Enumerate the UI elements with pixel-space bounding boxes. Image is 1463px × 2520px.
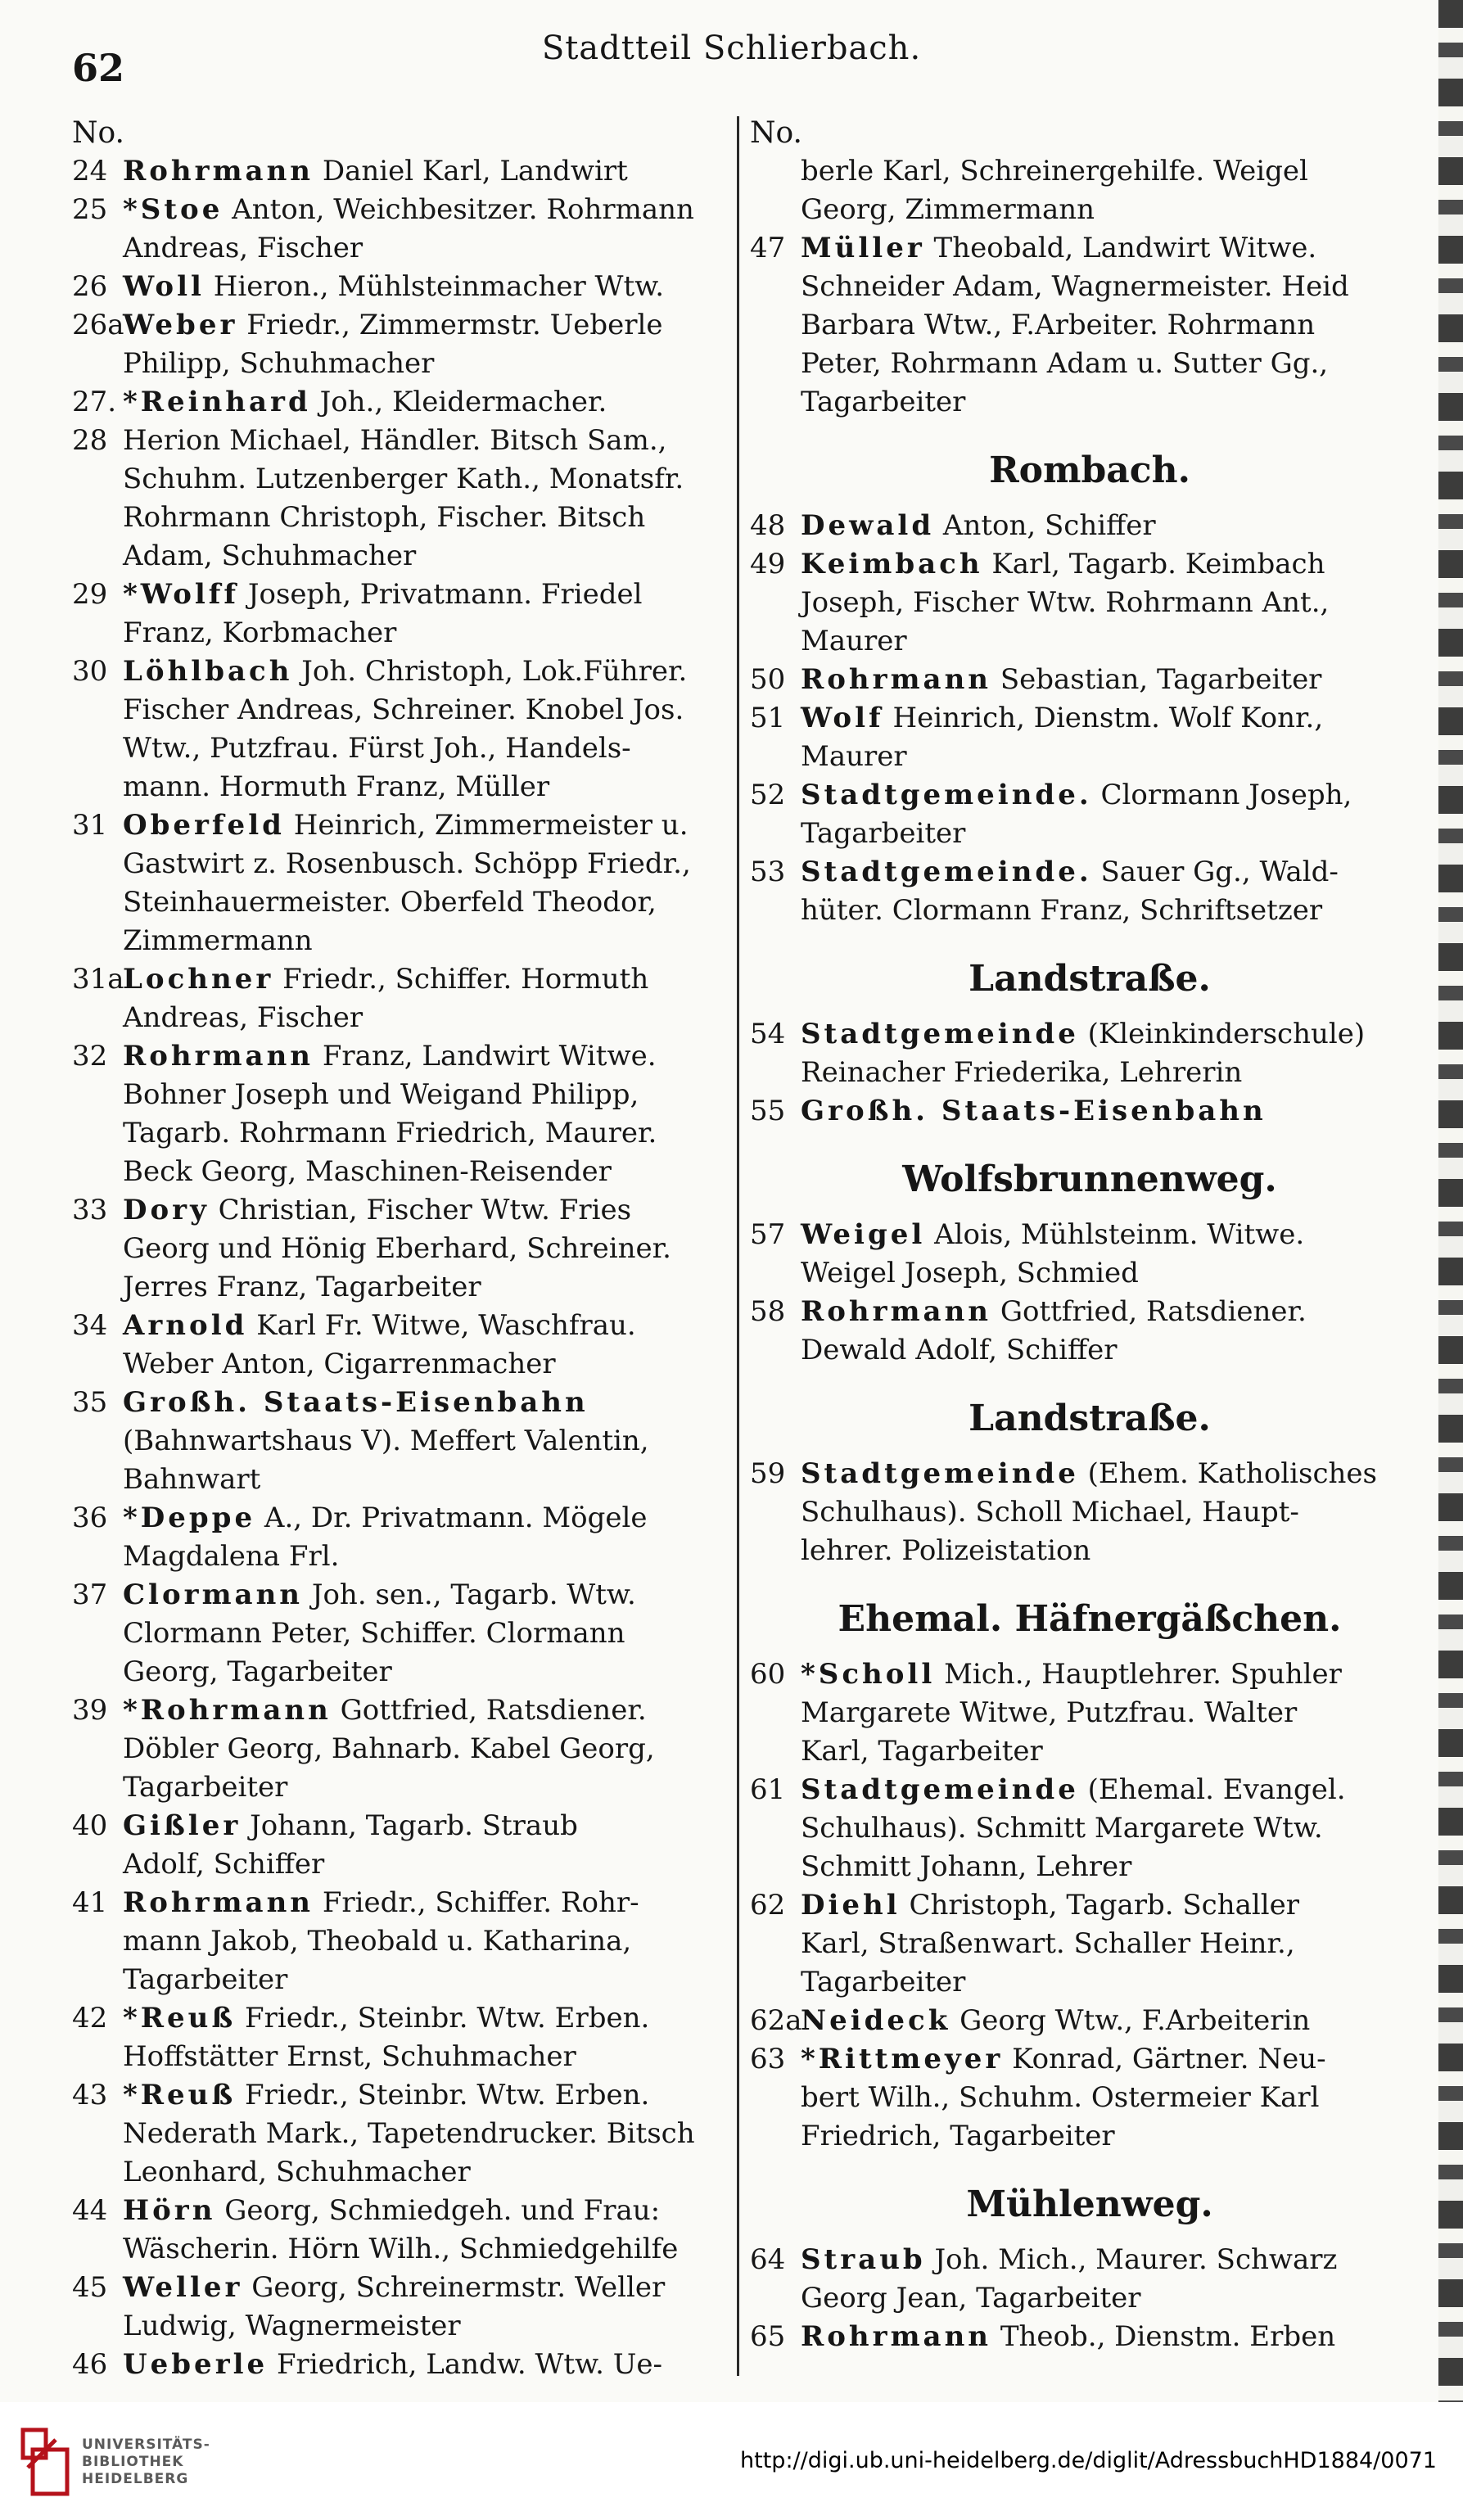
entry-first-line <box>123 2269 734 2307</box>
directory-entry <box>750 853 1429 930</box>
entry-first-line <box>123 2192 734 2230</box>
entry-first-line <box>801 1886 1429 1925</box>
directory-entry <box>750 2318 1429 2356</box>
street-heading: Landstraße. <box>969 958 1211 1000</box>
resident-name: *Scholl <box>801 1658 936 1691</box>
entry-line: Gastwirt z. Rosenbusch. Schöpp Friedr., <box>123 847 691 880</box>
resident-name: Dewald <box>801 509 935 542</box>
entry-first-line <box>123 1576 734 1615</box>
entry-text: Gottfried, Ratsdiener. <box>340 1694 647 1727</box>
entry-line: Bahnwart <box>123 1463 261 1496</box>
entry-line: Barbara Wtw., F.Arbeiter. Rohrmann <box>801 309 1316 341</box>
entry-text: Sebastian, Tagarbeiter <box>1000 663 1322 696</box>
entry-first-line <box>801 853 1429 892</box>
library-logo-text <box>82 2436 210 2488</box>
house-number: 58 <box>750 1295 786 1328</box>
entry-line: Fischer Andreas, Schreiner. Knobel Jos. <box>123 693 684 726</box>
resident-name: *Reinhard <box>123 386 311 418</box>
resident-name: Großh. Staats-Eisenbahn <box>801 1095 1267 1127</box>
entry-line: Herion Michael, Händler. Bitsch Sam., <box>123 424 667 457</box>
entry-first-line <box>801 1771 1429 1809</box>
house-number: 52 <box>750 779 786 811</box>
resident-name: Hörn <box>123 2194 216 2227</box>
entry-line: Tagarbeiter <box>801 386 966 418</box>
entry-line: mann Jakob, Theobald u. Katharina, <box>123 1925 632 1958</box>
source-url-link[interactable]: http://digi.ub.uni-heidelberg.de/diglit/AdressbuchHD1884/0071 <box>740 2448 1437 2473</box>
entry-text: (Ehemal. Evangel. <box>1087 1773 1346 1806</box>
directory-entry <box>72 1499 734 1576</box>
running-head: Stadtteil Schlierbach. <box>541 29 922 67</box>
entry-line: Karl, Tagarbeiter <box>801 1735 1043 1768</box>
directory-entry <box>750 2040 1429 2156</box>
resident-name: *Wolff <box>123 578 240 611</box>
entry-line: Georg, Tagarbeiter <box>123 1655 392 1688</box>
entry-text: Theobald, Landwirt Witwe. <box>933 232 1317 264</box>
entry-text: Joh. sen., Tagarb. Wtw. <box>311 1578 636 1611</box>
entry-first-line <box>801 661 1429 699</box>
directory-entry <box>72 2192 734 2269</box>
street-heading: Wolfsbrunnenweg. <box>902 1158 1277 1200</box>
column-header: No. <box>72 116 124 150</box>
entry-line: Ludwig, Wagnermeister <box>123 2310 461 2342</box>
house-number: 41 <box>72 1886 108 1919</box>
entry-first-line <box>123 806 734 845</box>
directory-entry <box>72 1691 734 1807</box>
resident-name: Großh. Staats-Eisenbahn <box>123 1386 589 1419</box>
entry-line: Magdalena Frl. <box>123 1540 340 1573</box>
entry-line: Maurer <box>801 740 907 773</box>
directory-entry <box>750 545 1429 661</box>
directory-entry <box>750 2241 1429 2318</box>
entry-line: Nederath Mark., Tapetendrucker. Bitsch <box>123 2117 695 2150</box>
entry-line: Georg und Hönig Eberhard, Schreiner. <box>123 1232 671 1265</box>
entry-text: Mich., Hauptlehrer. Spuhler <box>944 1658 1342 1691</box>
entry-text: Clormann Joseph, <box>1100 779 1352 811</box>
entry-first-line <box>801 1216 1429 1254</box>
directory-entry <box>72 653 734 806</box>
entry-first-line <box>123 1384 734 1422</box>
entry-line: bert Wilh., Schuhm. Ostermeier Karl <box>801 2081 1320 2114</box>
house-number: 62a <box>750 2004 802 2037</box>
entry-line: Weber Anton, Cigarrenmacher <box>123 1348 556 1380</box>
directory-entry <box>72 806 734 960</box>
entry-continuation-line: berle Karl, Schreinergehilfe. Weigel <box>801 155 1308 187</box>
entry-text: Anton, Weichbesitzer. Rohrmann <box>232 193 694 226</box>
entry-first-line <box>801 2040 1429 2079</box>
directory-entry <box>750 1015 1429 1092</box>
house-number: 51 <box>750 702 786 734</box>
entry-text: Alois, Mühlsteinm. Witwe. <box>934 1218 1305 1251</box>
resident-name: Weigel <box>801 1218 926 1251</box>
resident-name: Arnold <box>123 1309 248 1342</box>
entry-first-line <box>801 699 1429 738</box>
entry-first-line <box>123 1807 734 1845</box>
entry-first-line <box>123 383 734 422</box>
entry-line: Peter, Rohrmann Adam u. Sutter Gg., <box>801 347 1329 380</box>
resident-name: Rohrmann <box>801 1295 992 1328</box>
house-number: 24 <box>72 155 108 187</box>
entry-first-line <box>801 1293 1429 1331</box>
entry-text: Christian, Fischer Wtw. Fries <box>218 1194 632 1226</box>
entry-text: Joh., Kleidermacher. <box>319 386 607 418</box>
entry-line: Joseph, Fischer Wtw. Rohrmann Ant., <box>801 586 1330 619</box>
entry-line: Dewald Adolf, Schiffer <box>801 1334 1118 1366</box>
house-number: 46 <box>72 2348 108 2381</box>
resident-name: Stadtgemeinde. <box>801 779 1092 811</box>
house-number: 47 <box>750 232 786 264</box>
entry-text: Johann, Tagarb. Straub <box>250 1809 578 1842</box>
house-number: 36 <box>72 1502 108 1534</box>
resident-name: Löhlbach <box>123 655 293 688</box>
directory-entry <box>750 699 1429 776</box>
directory-entry <box>750 229 1429 422</box>
entry-line: Schulhaus). Scholl Michael, Haupt- <box>801 1496 1299 1529</box>
house-number: 64 <box>750 2243 786 2276</box>
entry-text: A., Dr. Privatmann. Mögele <box>264 1502 648 1534</box>
entry-line: Döbler Georg, Bahnarb. Kabel Georg, <box>123 1732 655 1765</box>
house-number: 54 <box>750 1018 786 1050</box>
entry-line: Weigel Joseph, Schmied <box>801 1257 1139 1289</box>
entry-line: Zimmermann <box>123 924 313 957</box>
resident-name: Oberfeld <box>123 809 285 842</box>
entry-line: mann. Hormuth Franz, Müller <box>123 770 550 803</box>
entry-first-line <box>801 229 1429 268</box>
column-header: No. <box>750 116 802 150</box>
house-number: 35 <box>72 1386 108 1419</box>
house-number: 62 <box>750 1889 786 1922</box>
resident-name: Rohrmann <box>123 155 314 187</box>
scan-edge-artifact <box>1438 0 1463 2402</box>
resident-name: *Rittmeyer <box>801 2043 1004 2075</box>
street-heading: Rombach. <box>989 449 1190 491</box>
entry-line: Friedrich, Tagarbeiter <box>801 2120 1115 2152</box>
house-number: 37 <box>72 1578 108 1611</box>
entry-first-line <box>123 1499 734 1538</box>
resident-name: Gißler <box>123 1809 242 1842</box>
entry-first-line <box>123 191 734 229</box>
resident-name: Woll <box>123 270 205 303</box>
resident-name: Wolf <box>801 702 884 734</box>
entry-text: Daniel Karl, Landwirt <box>322 155 628 187</box>
entry-line: Schuhm. Lutzenberger Kath., Monatsfr. <box>123 463 684 495</box>
street-heading: Landstraße. <box>969 1398 1211 1439</box>
house-number: 53 <box>750 856 786 888</box>
entry-line: Rohrmann Christoph, Fischer. Bitsch <box>123 501 646 534</box>
entry-first-line <box>123 576 734 614</box>
house-number: 26a <box>72 309 124 341</box>
street-heading: Mühlenweg. <box>966 2184 1213 2225</box>
entry-text: Konrad, Gärtner. Neu- <box>1012 2043 1326 2075</box>
entry-first-line <box>123 1191 734 1230</box>
entry-text: Karl Fr. Witwe, Waschfrau. <box>256 1309 636 1342</box>
entry-first-line <box>123 653 734 691</box>
entry-text: Joseph, Privatmann. Friedel <box>247 578 643 611</box>
directory-entry <box>72 2269 734 2346</box>
entry-line: Tagarb. Rohrmann Friedrich, Maurer. <box>123 1117 657 1149</box>
entry-first-line <box>801 1092 1429 1131</box>
resident-name: *Deppe <box>123 1502 256 1534</box>
entry-first-line <box>123 1884 734 1922</box>
house-number: 25 <box>72 193 108 226</box>
directory-entry <box>72 1807 734 1884</box>
entry-text: Heinrich, Dienstm. Wolf Konr., <box>892 702 1324 734</box>
page-number: 62 <box>72 46 125 90</box>
entry-text: Heinrich, Zimmermeister u. <box>293 809 689 842</box>
entry-first-line <box>801 2002 1429 2040</box>
right-column <box>750 115 1429 2356</box>
entry-line: Franz, Korbmacher <box>123 616 397 649</box>
resident-name: Rohrmann <box>123 1886 314 1919</box>
entry-first-line <box>123 1307 734 1345</box>
entry-line: Tagarbeiter <box>123 1771 288 1804</box>
house-number: 43 <box>72 2079 108 2111</box>
entry-line: Tagarbeiter <box>801 1966 966 1998</box>
resident-name: Stadtgemeinde. <box>801 856 1092 888</box>
entry-text: Sauer Gg., Wald- <box>1100 856 1339 888</box>
house-number: 31a <box>72 963 124 996</box>
entry-line: Steinhauermeister. Oberfeld Theodor, <box>123 886 657 919</box>
resident-name: Clormann <box>123 1578 304 1611</box>
house-number: 59 <box>750 1457 786 1490</box>
resident-name: Ueberle <box>123 2348 269 2381</box>
house-number: 65 <box>750 2320 786 2353</box>
entry-first-line <box>801 507 1429 545</box>
resident-name: Diehl <box>801 1889 901 1922</box>
entry-first-line <box>801 2318 1429 2356</box>
house-number: 49 <box>750 548 786 580</box>
entry-line: Andreas, Fischer <box>123 1001 363 1034</box>
entry-line: Tagarbeiter <box>123 1963 288 1996</box>
house-number: 29 <box>72 578 108 611</box>
directory-entry <box>72 2076 734 2192</box>
entry-text: Theob., Dienstm. Erben <box>1000 2320 1336 2353</box>
directory-entry <box>750 507 1429 545</box>
entry-first-line <box>123 1037 734 1076</box>
entry-line: Wäscherin. Hörn Wilh., Schmiedgehilfe <box>123 2233 679 2265</box>
entry-line: (Bahnwartshaus V). Meffert Valentin, <box>123 1425 649 1457</box>
entry-text: Friedr., Schiffer. Rohr- <box>322 1886 639 1919</box>
entry-first-line <box>123 1691 734 1730</box>
entry-first-line <box>123 960 734 999</box>
house-number: 50 <box>750 663 786 696</box>
resident-name: Lochner <box>123 963 274 996</box>
directory-entry <box>72 191 734 268</box>
entry-text: Anton, Schiffer <box>942 509 1156 542</box>
directory-entry <box>72 268 734 306</box>
directory-entry <box>72 576 734 653</box>
entry-line: Leonhard, Schuhmacher <box>123 2156 471 2188</box>
entry-first-line <box>801 2241 1429 2279</box>
entry-line: Hoffstätter Ernst, Schuhmacher <box>123 2040 576 2073</box>
directory-entry <box>72 1191 734 1307</box>
entry-line: Bohner Joseph und Weigand Philipp, <box>123 1078 639 1111</box>
house-number: 45 <box>72 2271 108 2304</box>
entry-text: Friedr., Steinbr. Wtw. Erben. <box>245 2079 650 2111</box>
entry-first-line <box>123 2346 734 2384</box>
house-number: 33 <box>72 1194 108 1226</box>
directory-entry <box>72 1307 734 1384</box>
house-number: 63 <box>750 2043 786 2075</box>
logo-line: UNIVERSITÄTS- <box>82 2436 210 2453</box>
entry-text: Friedr., Steinbr. Wtw. Erben. <box>245 2002 650 2035</box>
entry-text: Christoph, Tagarb. Schaller <box>909 1889 1299 1922</box>
entry-line: Margarete Witwe, Putzfrau. Walter <box>801 1696 1298 1729</box>
entry-first-line <box>801 776 1429 815</box>
house-number: 42 <box>72 2002 108 2035</box>
directory-entry <box>750 1293 1429 1370</box>
house-number: 40 <box>72 1809 108 1842</box>
directory-entry <box>750 1216 1429 1293</box>
library-logo[interactable] <box>16 2425 221 2500</box>
resident-name: Stadtgemeinde <box>801 1018 1079 1050</box>
entry-text: Georg, Schreinermstr. Weller <box>251 2271 666 2304</box>
left-column <box>72 115 734 2384</box>
house-number: 55 <box>750 1095 786 1127</box>
entry-first-line <box>801 1455 1429 1493</box>
directory-entry <box>72 2346 734 2384</box>
entry-first-line <box>123 152 734 191</box>
entry-line: Georg Jean, Tagarbeiter <box>801 2282 1141 2315</box>
entry-line: Andreas, Fischer <box>123 232 363 264</box>
entry-line: Jerres Franz, Tagarbeiter <box>123 1271 481 1303</box>
library-seal-icon <box>16 2425 74 2499</box>
entry-line: Schmitt Johann, Lehrer <box>801 1850 1132 1883</box>
directory-entry <box>72 383 734 576</box>
entry-continuation-line: Georg, Zimmermann <box>801 193 1095 226</box>
house-number: 61 <box>750 1773 786 1806</box>
entry-first-line <box>123 1999 734 2038</box>
entry-text: Franz, Landwirt Witwe. <box>322 1040 657 1073</box>
entry-line: Clormann Peter, Schiffer. Clormann <box>123 1617 625 1650</box>
entry-line: Adolf, Schiffer <box>123 1848 325 1881</box>
entry-text: Georg, Schmiedgeh. und Frau: <box>224 2194 661 2227</box>
directory-entry <box>72 1999 734 2076</box>
resident-name: *Rohrmann <box>123 1694 332 1727</box>
entry-first-line <box>801 545 1429 584</box>
column-divider <box>737 116 739 2376</box>
house-number: 48 <box>750 509 786 542</box>
house-number: 34 <box>72 1309 108 1342</box>
entry-first-line <box>801 1015 1429 1054</box>
entry-line: Reinacher Friederika, Lehrerin <box>801 1056 1243 1089</box>
entry-line: hüter. Clormann Franz, Schriftsetzer <box>801 894 1323 927</box>
directory-entry <box>72 1576 734 1691</box>
directory-entry <box>750 1455 1429 1570</box>
logo-line: BIBLIOTHEK <box>82 2454 184 2470</box>
entry-line: Philipp, Schuhmacher <box>123 347 435 380</box>
resident-name: Müller <box>801 232 925 264</box>
street-heading: Ehemal. Häfnergäßchen. <box>838 1598 1342 1640</box>
entry-text: Joh. Mich., Maurer. Schwarz <box>934 2243 1338 2276</box>
entry-line: Maurer <box>801 625 907 657</box>
directory-entry <box>750 1092 1429 1131</box>
house-number: 39 <box>72 1694 108 1727</box>
resident-name: Stadtgemeinde <box>801 1457 1079 1490</box>
entry-first-line <box>123 306 734 345</box>
entry-text: Friedr., Zimmermstr. Ueberle <box>246 309 663 341</box>
resident-name: Straub <box>801 2243 926 2276</box>
directory-entry <box>72 1037 734 1191</box>
house-number: 30 <box>72 655 108 688</box>
resident-name: *Stoe <box>123 193 224 226</box>
entry-line: lehrer. Polizeistation <box>801 1534 1091 1567</box>
house-number: 27. 28 <box>72 386 117 457</box>
entry-text: Karl, Tagarb. Keimbach <box>991 548 1325 580</box>
resident-name: Rohrmann <box>801 2320 992 2353</box>
entry-text: Georg Wtw., F.Arbeiterin <box>960 2004 1311 2037</box>
directory-entry <box>750 1886 1429 2002</box>
resident-name: *Reuß <box>123 2002 237 2035</box>
entry-text: Gottfried, Ratsdiener. <box>1000 1295 1307 1328</box>
entry-line: Wtw., Putzfrau. Fürst Joh., Handels- <box>123 732 631 765</box>
resident-name: Rohrmann <box>801 663 992 696</box>
entry-text: Hieron., Mühlsteinmacher Wtw. <box>213 270 665 303</box>
directory-entry <box>750 1655 1429 1771</box>
entry-line: Beck Georg, Maschinen-Reisender <box>123 1155 612 1188</box>
house-number: 44 <box>72 2194 108 2227</box>
directory-entry <box>72 1884 734 1999</box>
entry-line: Schneider Adam, Wagnermeister. Heid <box>801 270 1349 303</box>
directory-entry <box>750 2002 1429 2040</box>
resident-name: Rohrmann <box>123 1040 314 1073</box>
directory-entry <box>750 661 1429 699</box>
directory-entry <box>750 776 1429 853</box>
directory-entry <box>750 1771 1429 1886</box>
house-number: 32 <box>72 1040 108 1073</box>
entry-first-line <box>123 2076 734 2115</box>
house-number: 60 <box>750 1658 786 1691</box>
house-number: 57 <box>750 1218 786 1251</box>
directory-entry <box>72 306 734 383</box>
entry-first-line <box>123 268 734 306</box>
directory-entry <box>72 1384 734 1499</box>
entry-line: Karl, Straßenwart. Schaller Heinr., <box>801 1927 1295 1960</box>
logo-line: HEIDELBERG <box>82 2471 189 2487</box>
resident-name: Keimbach <box>801 548 983 580</box>
directory-entry <box>72 152 734 191</box>
resident-name: Dory <box>123 1194 210 1226</box>
entry-text: (Kleinkinderschule) <box>1087 1018 1366 1050</box>
resident-name: Weber <box>123 309 238 341</box>
directory-entry <box>72 960 734 1037</box>
entry-line: Adam, Schuhmacher <box>123 540 417 572</box>
footer-bar <box>0 2402 1463 2520</box>
entry-text: Friedr., Schiffer. Hormuth <box>282 963 649 996</box>
resident-name: Stadtgemeinde <box>801 1773 1079 1806</box>
resident-name: Neideck <box>801 2004 951 2037</box>
entry-first-line <box>801 1655 1429 1694</box>
entry-text: Joh. Christoph, Lok.Führer. <box>301 655 688 688</box>
entry-line: Tagarbeiter <box>801 817 966 850</box>
resident-name: *Reuß <box>123 2079 237 2111</box>
resident-name: Weller <box>123 2271 243 2304</box>
entry-text: Friedrich, Landw. Wtw. Ue- <box>276 2348 663 2381</box>
entry-line: Schulhaus). Schmitt Margarete Wtw. <box>801 1812 1323 1845</box>
house-number: 26 <box>72 270 108 303</box>
entry-text: (Ehem. Katholisches <box>1087 1457 1378 1490</box>
house-number: 31 <box>72 809 108 842</box>
